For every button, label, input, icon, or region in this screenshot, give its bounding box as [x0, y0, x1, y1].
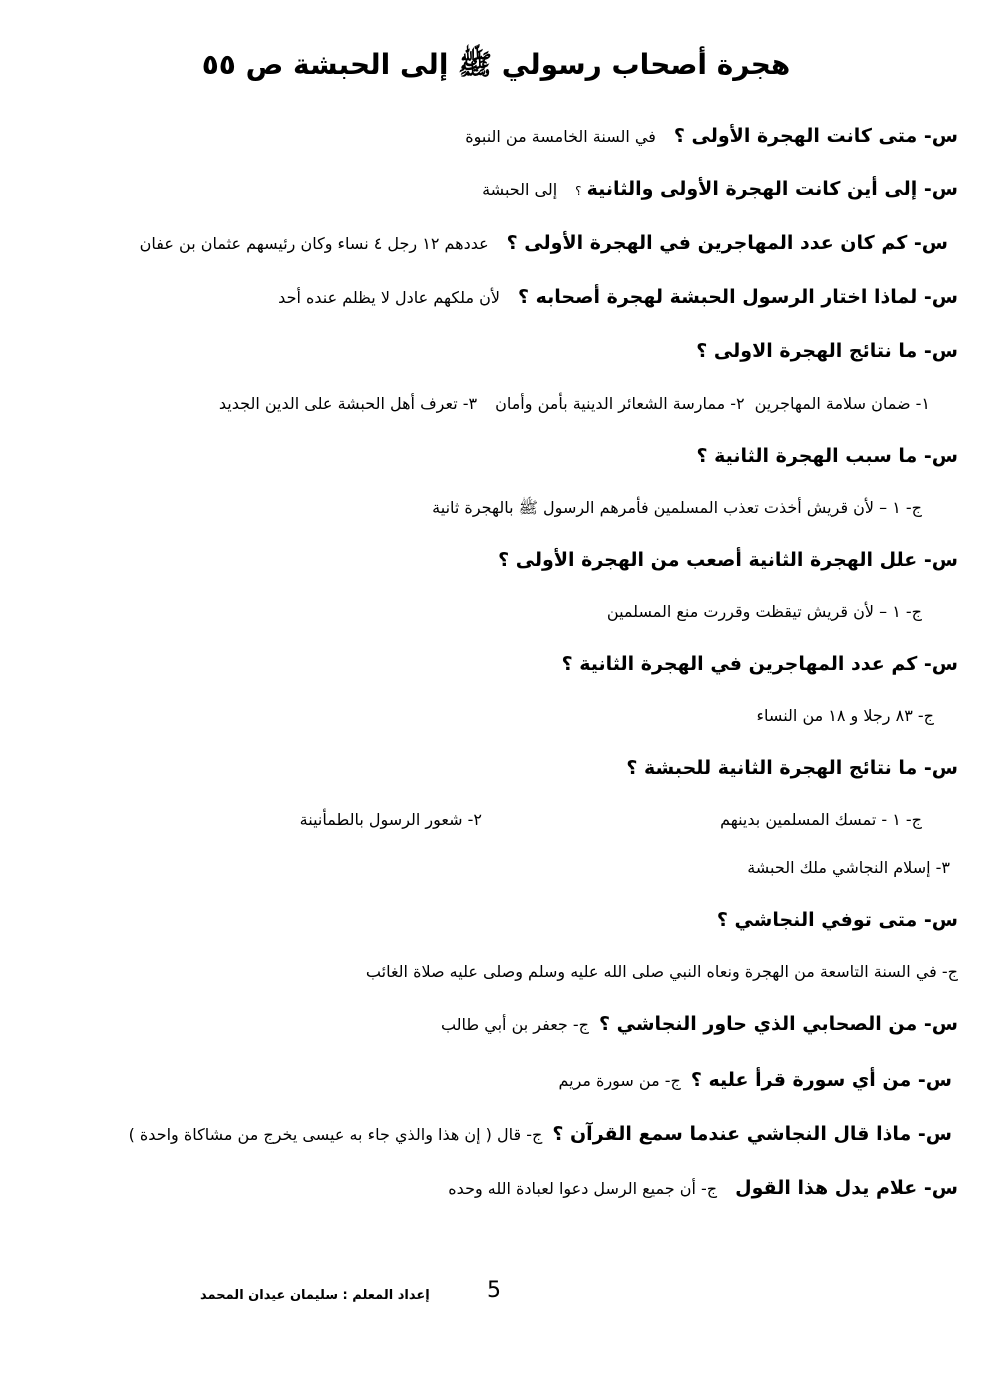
- answer: في السنة الخامسة من النبوة: [465, 127, 656, 146]
- answer-item: ٢- شعور الرسول بالطمأنينة: [299, 810, 482, 829]
- question: س- علام يدل هذا القول: [735, 1177, 958, 1199]
- question: س- من أي سورة قرأ عليه ؟: [690, 1069, 952, 1091]
- answer: ج- ١ – لأن قريش أخذت تعذب المسلمين فأمرهم الرسول ﷺ بالهجرة ثانية: [432, 498, 922, 517]
- answer-row-10: [366, 960, 958, 984]
- answer-list-1: [219, 392, 930, 416]
- question: س- كم عدد المهاجرين في الهجرة الثانية ؟: [561, 653, 958, 675]
- qa-row-5: [696, 339, 958, 364]
- question: س- ما نتائج الهجرة الاولى ؟: [696, 340, 958, 362]
- answer-list-9b: [300, 808, 482, 832]
- answer: عددهم ١٢ رجل ٤ نساء وكان رئيسهم عثمان بن عفان: [139, 234, 489, 253]
- answer-list-9a: [720, 808, 922, 832]
- qa-row-6: [696, 444, 958, 469]
- answer-item: ٢- ممارسة الشعائر الدينية بأمن وأمان: [495, 394, 745, 413]
- question: س- علل الهجرة الثانية أصعب من الهجرة الأولى ؟: [498, 549, 958, 571]
- answer-row-6: [432, 496, 922, 520]
- qa-row-1: [465, 124, 958, 149]
- answer: ج- من سورة مريم: [558, 1071, 681, 1090]
- answer-row-7: [607, 600, 922, 624]
- page-number: 5: [487, 1278, 501, 1303]
- answer-row-9c: [747, 856, 950, 880]
- answer-item: ٣- تعرف أهل الحبشة على الدين الجديد: [218, 394, 478, 413]
- answer: لأن ملكهم عادل لا يظلم عنده أحد: [278, 288, 500, 307]
- answer: ج- قال ( إن هذا والذي جاء به عيسى يخرج من مشاكاة واحدة ): [128, 1125, 543, 1144]
- answer: إلى الحبشة: [482, 180, 558, 199]
- answer: ج- ١ – لأن قريش تيقظت وقررت منع المسلمين: [606, 602, 922, 621]
- page-title: هجرة أصحاب رسولي ﷺ إلى الحبشة ص ٥٥: [201, 48, 791, 81]
- qa-row-13: [129, 1122, 952, 1147]
- answer: ج- أن جميع الرسل دعوا لعبادة الله وحده: [448, 1179, 718, 1198]
- question: س- ماذا قال النجاشي عندما سمع القرآن ؟: [552, 1123, 952, 1145]
- qa-row-7: [498, 548, 958, 573]
- qa-row-11: [441, 1012, 958, 1037]
- answer: ج- في السنة التاسعة من الهجرة ونعاه النبي صلى الله عليه وسلم وصلى عليه صلاة الغائب: [365, 962, 958, 981]
- qa-row-2: [482, 177, 958, 203]
- answer-item: ١- ضمان سلامة المهاجرين: [754, 394, 930, 413]
- qa-row-14: [448, 1176, 958, 1201]
- question: س- متى كانت الهجرة الأولى ؟: [673, 125, 958, 147]
- qa-row-3: [140, 231, 948, 256]
- answer-row-8: [757, 704, 934, 728]
- answer-item: ج- ١ - تمسك المسلمين بدينهم: [720, 810, 922, 829]
- qa-row-8: [562, 652, 958, 677]
- qa-row-4: [278, 285, 958, 310]
- question: س- لماذا اختار الرسول الحبشة لهجرة أصحابه ؟: [518, 286, 958, 308]
- answer: ج- ٨٣ رجلا و ١٨ من النساء: [756, 706, 934, 725]
- question: س- ما نتائج الهجرة الثانية للحبشة ؟: [626, 757, 958, 779]
- question-mark: ؟: [575, 184, 582, 198]
- qa-row-10: [717, 908, 958, 933]
- qa-row-9: [626, 756, 958, 781]
- question: س- من الصحابي الذي حاور النجاشي ؟: [599, 1013, 958, 1035]
- answer-item: ٣- إسلام النجاشي ملك الحبشة: [747, 858, 950, 877]
- author-credit: إعداد المعلم : سليمان عيدان المحمد: [200, 1288, 430, 1303]
- question: س- كم كان عدد المهاجرين في الهجرة الأولى ؟: [506, 232, 948, 254]
- question: س- إلى أين كانت الهجرة الأولى والثانية: [586, 178, 958, 200]
- question: س- متى توفي النجاشي ؟: [716, 909, 958, 931]
- question: س- ما سبب الهجرة الثانية ؟: [696, 445, 958, 467]
- qa-row-12: [558, 1068, 952, 1093]
- answer: ج- جعفر بن أبي طالب: [440, 1015, 590, 1034]
